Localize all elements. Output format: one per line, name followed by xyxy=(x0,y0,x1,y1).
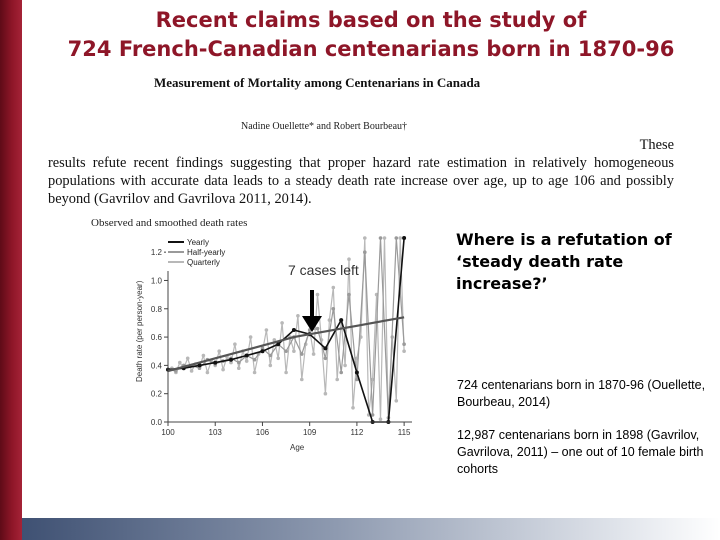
x-tick-label: 100 xyxy=(161,428,175,437)
data-point-quarterly xyxy=(296,314,300,318)
data-point-quarterly xyxy=(265,328,269,332)
data-point-quarterly xyxy=(383,236,387,240)
data-point-quarterly xyxy=(324,392,328,396)
legend-label-yearly: Yearly xyxy=(187,238,209,247)
data-point-quarterly xyxy=(284,371,288,375)
data-point-half-yearly xyxy=(379,236,383,240)
data-point-quarterly xyxy=(245,359,249,363)
cases-left-annotation: 7 cases left xyxy=(288,262,359,278)
abstract-lead: These xyxy=(639,137,674,153)
data-point-quarterly xyxy=(237,366,241,370)
data-point-half-yearly xyxy=(395,236,399,240)
data-point-half-yearly xyxy=(253,358,257,362)
data-point-yearly xyxy=(323,346,327,350)
data-point-half-yearly xyxy=(300,352,304,356)
data-point-quarterly xyxy=(233,342,237,346)
legend-label-half-yearly: Half-yearly xyxy=(187,248,226,257)
data-point-quarterly xyxy=(351,406,355,410)
x-tick-label: 115 xyxy=(397,428,411,437)
data-point-quarterly xyxy=(221,368,225,372)
data-point-half-yearly xyxy=(284,349,288,353)
death-rate-chart xyxy=(130,232,430,457)
data-point-half-yearly xyxy=(402,342,406,346)
y-tick-label: 0.6 xyxy=(150,333,162,343)
data-point-quarterly xyxy=(190,369,194,373)
data-point-half-yearly xyxy=(237,361,241,365)
data-point-quarterly xyxy=(343,364,347,368)
y-tick-label: 0.4 xyxy=(150,361,162,371)
title-line-2: 724 French-Canadian centenarians born in 1870-96 xyxy=(67,37,675,61)
y-tick-label: 1.2 xyxy=(150,248,162,258)
data-point-half-yearly xyxy=(339,371,343,375)
data-point-yearly xyxy=(339,318,343,322)
chart-caption: Observed and smoothed death rates xyxy=(91,217,248,229)
data-point-yearly xyxy=(229,358,233,362)
data-point-quarterly xyxy=(379,417,383,421)
x-axis-label: Age xyxy=(290,443,305,452)
y-tick-label: 0.2 xyxy=(150,389,162,399)
reference-ouellette: 724 centenarians born in 1870-96 (Ouellette, Bourbeau, 2014) xyxy=(457,378,706,409)
data-point-quarterly xyxy=(402,349,406,353)
data-point-quarterly xyxy=(253,371,257,375)
data-point-quarterly xyxy=(178,361,182,365)
x-tick-label: 109 xyxy=(302,428,317,437)
data-point-yearly xyxy=(402,236,406,240)
data-point-quarterly xyxy=(398,236,402,240)
data-point-quarterly xyxy=(316,293,320,297)
data-point-quarterly xyxy=(312,352,316,356)
paper-title: Measurement of Mortality among Centenarians in Canada xyxy=(154,75,481,90)
data-point-quarterly xyxy=(347,257,351,261)
y-tick-label: 0.0 xyxy=(150,418,162,427)
data-point-quarterly xyxy=(269,364,273,368)
bottom-gradient-bar xyxy=(22,518,720,540)
slide-title xyxy=(22,6,720,64)
data-point-quarterly xyxy=(206,371,210,375)
refutation-question: Where is a refutation of ‘steady death rate increase?’ xyxy=(456,230,672,293)
data-point-quarterly xyxy=(300,378,304,382)
y-axis-label: Death rate (per person-year) xyxy=(135,280,144,382)
data-point-yearly xyxy=(261,349,265,353)
data-point-quarterly xyxy=(335,378,339,382)
title-line-1: Recent claims based on the study of xyxy=(155,8,587,32)
data-point-half-yearly xyxy=(363,250,367,254)
x-tick-label: 112 xyxy=(350,428,364,437)
data-point-quarterly xyxy=(249,335,253,339)
y-tick-label: 0.8 xyxy=(150,304,162,314)
y-tick-label: 1.0 xyxy=(150,276,162,286)
data-point-quarterly xyxy=(280,321,284,325)
reference-gavrilov: 12,987 centenarians born in 1898 (Gavrilov, Gavrilova, 2011) – one out of 10 female birth cohorts xyxy=(457,428,704,476)
data-point-quarterly xyxy=(217,349,221,353)
data-point-half-yearly xyxy=(316,327,320,331)
abstract-text: results refute recent findings suggesting that proper hazard rate estimation in relatively homogeneous populations with accurate data leads to a steady death rate increase over age, up to age 106 and possibly beyond (Gavrilov and Gavrilova 2011, 2014). xyxy=(48,155,674,207)
paper-authors: Nadine Ouellette* and Robert Bourbeau† xyxy=(241,121,408,132)
data-point-quarterly xyxy=(328,318,332,322)
data-point-quarterly xyxy=(292,349,296,353)
data-point-half-yearly xyxy=(332,307,336,311)
data-point-yearly xyxy=(292,328,296,332)
left-accent-bar xyxy=(0,0,22,540)
data-point-quarterly xyxy=(186,357,190,361)
data-point-quarterly xyxy=(276,357,280,361)
abstract-excerpt xyxy=(48,136,674,208)
legend xyxy=(166,237,232,271)
x-tick-label: 103 xyxy=(208,428,222,437)
data-point-quarterly xyxy=(332,286,336,290)
x-tick-label: 106 xyxy=(255,428,270,437)
data-point-quarterly xyxy=(202,354,206,358)
data-point-yearly xyxy=(213,361,217,365)
data-point-yearly xyxy=(355,371,359,375)
data-point-quarterly xyxy=(395,399,399,403)
data-point-quarterly xyxy=(363,236,367,240)
data-point-half-yearly xyxy=(269,354,273,358)
legend-label-quarterly: Quarterly xyxy=(187,258,220,267)
data-point-half-yearly xyxy=(347,293,351,297)
data-point-half-yearly xyxy=(324,357,328,361)
data-point-yearly xyxy=(245,354,249,358)
